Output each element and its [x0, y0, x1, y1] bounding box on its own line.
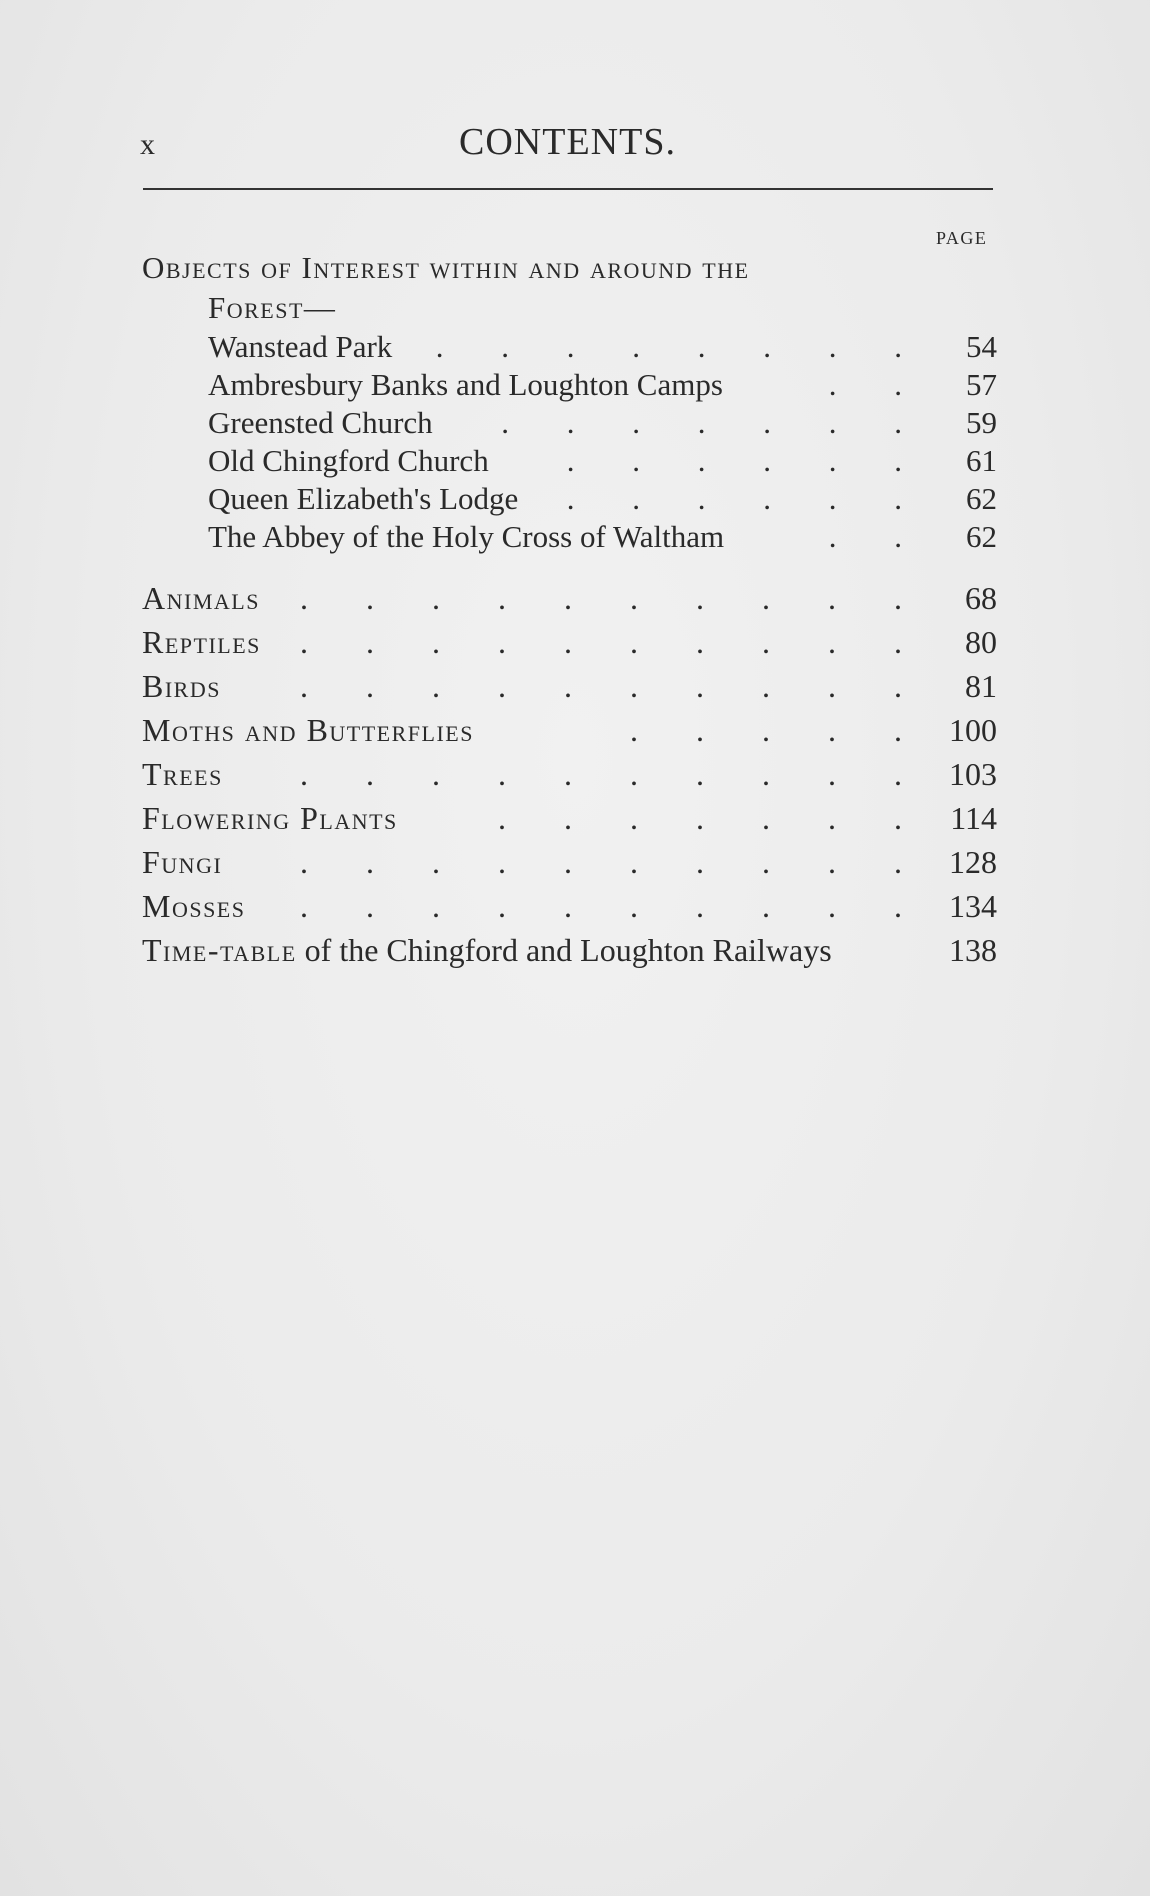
- toc-entry: [142, 480, 997, 518]
- toc-entry-title: Birds: [142, 668, 221, 704]
- section-heading-line2: [142, 288, 997, 328]
- toc-entry-page: 114: [950, 800, 997, 836]
- dot-leader: . .: [828, 367, 927, 402]
- dot-leader: . . . . . . .: [501, 405, 927, 440]
- toc-entry: [142, 622, 997, 663]
- toc-entry-title: Animals: [142, 580, 260, 616]
- dot-leader: . . . . . . . . . .: [300, 624, 927, 660]
- toc-entry-title: Reptiles: [142, 624, 261, 660]
- toc-entry: [142, 328, 997, 366]
- table-of-contents: [142, 248, 997, 974]
- toc-entry-page: 62: [966, 519, 997, 554]
- toc-entry-page: 68: [965, 580, 997, 616]
- toc-entry-title: Greensted Church: [208, 405, 433, 440]
- toc-entry: [142, 442, 997, 480]
- toc-entry-page: 128: [949, 844, 997, 880]
- dot-leader: . . . . . . . . . .: [300, 756, 927, 792]
- toc-entry-title: Old Chingford Church: [208, 443, 489, 478]
- toc-entry-title: Fungi: [142, 844, 223, 880]
- dot-leader: . . . . . . . .: [435, 329, 927, 364]
- toc-entry: [142, 842, 997, 883]
- page-numeral: x: [140, 128, 155, 161]
- dot-leader: . . . . .: [630, 712, 927, 748]
- toc-entry-page: 81: [965, 668, 997, 704]
- dot-leader: . . . . . .: [566, 443, 927, 478]
- section-heading-text-2: Forest—: [208, 290, 337, 325]
- toc-entry-page: 57: [966, 367, 997, 402]
- timetable-lead: Time-table: [142, 932, 297, 968]
- toc-entry: [142, 518, 997, 556]
- dot-leader: . .: [828, 519, 927, 554]
- toc-entry-title: Ambresbury Banks and Loughton Camps: [208, 367, 723, 402]
- toc-entry-page: 103: [949, 756, 997, 792]
- dot-leader: . . . . . .: [566, 481, 927, 516]
- toc-entry-page: 100: [949, 712, 997, 748]
- toc-entry-page: 138: [949, 932, 997, 968]
- timetable-rest: of the Chingford and Loughton Railways: [296, 932, 832, 968]
- dot-leader: . . . . . . . . . .: [300, 888, 927, 924]
- toc-entry-title: Trees: [142, 756, 223, 792]
- toc-entry: [142, 754, 997, 795]
- toc-entry: [142, 404, 997, 442]
- section-gap: [142, 556, 997, 578]
- toc-entry-page: 134: [949, 888, 997, 924]
- header-rule: [143, 188, 993, 190]
- toc-entry-title: Queen Elizabeth's Lodge: [208, 481, 519, 516]
- toc-entry: [142, 578, 997, 619]
- toc-entry-page: 61: [966, 443, 997, 478]
- toc-entry: [142, 710, 997, 751]
- toc-entry: [142, 666, 997, 707]
- toc-entry-title: The Abbey of the Holy Cross of Waltham: [208, 519, 725, 554]
- section-heading-text: Objects of Interest within and around the: [142, 250, 750, 285]
- toc-entry-title: [142, 930, 832, 971]
- dot-leader: . . . . . . .: [498, 800, 927, 836]
- page-title: CONTENTS.: [459, 121, 676, 163]
- page-column-label: PAGE: [936, 228, 988, 248]
- dot-leader: . . . . . . . . . .: [300, 844, 927, 880]
- toc-entry: [142, 366, 997, 404]
- toc-entry-title: Moths and Butterflies: [142, 712, 474, 748]
- dot-leader: . . . . . . . . . .: [300, 580, 927, 616]
- toc-entry-timetable: [142, 930, 997, 971]
- page-header: [140, 120, 995, 170]
- toc-entry: [142, 886, 997, 927]
- toc-entry-page: 80: [965, 624, 997, 660]
- toc-entry-page: 54: [966, 329, 997, 364]
- toc-entry-page: 59: [966, 405, 997, 440]
- dot-leader: . . . . . . . . . .: [300, 668, 927, 704]
- toc-entry-title: Wanstead Park: [208, 329, 393, 364]
- section-heading-line1: [142, 248, 997, 288]
- toc-entry-title: Mosses: [142, 888, 246, 924]
- toc-entry: [142, 798, 997, 839]
- toc-entry-page: 62: [966, 481, 997, 516]
- toc-entry-title: Flowering Plants: [142, 800, 398, 836]
